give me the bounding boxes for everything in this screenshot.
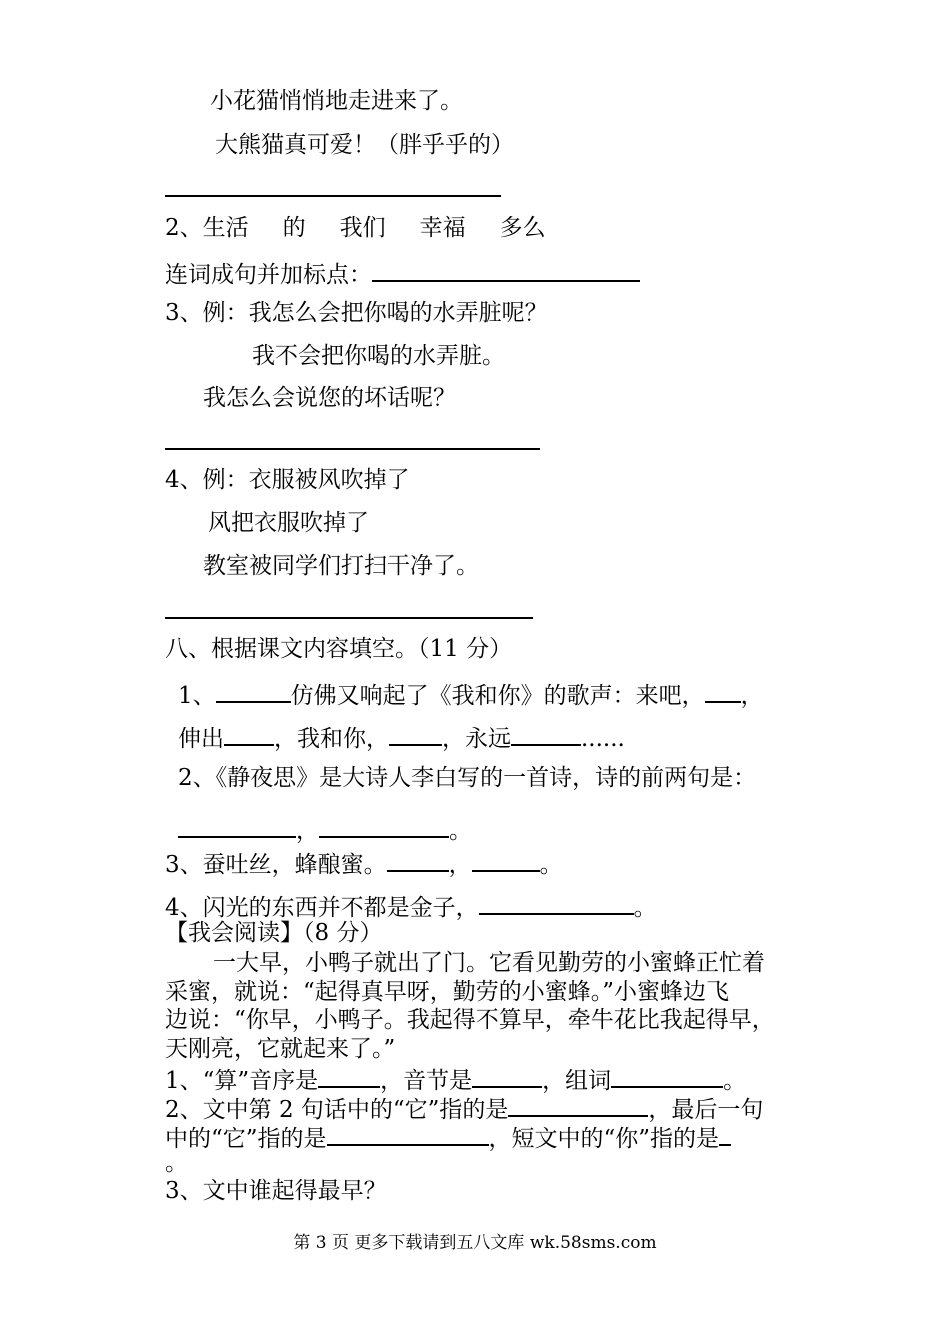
reading-title: 【我会阅读】（8 分）	[165, 920, 383, 946]
fill-text: 仿佛又响起了《我和你》的歌声：来吧，	[290, 683, 705, 709]
passage-line: 边说：“你早，小鸭子。我起得不算早，牵牛花比我起得早，	[165, 1007, 775, 1033]
question-text: 中的“它”指的是	[165, 1126, 327, 1152]
answer-line	[165, 617, 533, 619]
passage-line: 一大早，小鸭子就出了门。它看见勤劳的小蜜蜂正忙着	[213, 950, 765, 976]
word: 2、生活	[165, 215, 249, 241]
passage-line: 天刚亮，它就起来了。”	[165, 1036, 396, 1062]
reading-question-2-end: 。	[165, 1150, 188, 1176]
fill-text: 1、	[178, 683, 216, 709]
answer-blank	[719, 1120, 731, 1146]
question-3-sentence: 我怎么会说您的坏话呢？	[203, 385, 456, 411]
answer-line	[165, 448, 540, 450]
answer-blank	[318, 1062, 380, 1088]
question-text: ，组词	[542, 1068, 612, 1094]
fill-text: 伸出	[178, 726, 224, 752]
question-text: ，音节是	[380, 1068, 473, 1094]
answer-line	[165, 195, 501, 197]
fill-text: 。	[633, 895, 657, 921]
answer-blank	[705, 677, 741, 703]
answer-blank	[387, 846, 449, 872]
page-footer: 第 3 页 更多下载请到五八文库 wk.58sms.com	[293, 1233, 657, 1253]
answer-blank	[611, 1062, 723, 1088]
question-text: ，最后一句	[648, 1097, 764, 1123]
fill-3	[165, 846, 563, 880]
answer-blank	[508, 1091, 648, 1117]
fill-text: ，永远	[442, 726, 511, 752]
question-4-example-answer: 风把衣服吹掉了	[208, 510, 369, 536]
fill-2: 2、《静夜思》是大诗人李白写的一首诗，诗的前两句是：	[178, 765, 757, 791]
answer-blank	[319, 812, 449, 838]
section-8-title: 八、根据课文内容填空。（11 分）	[165, 636, 513, 662]
fill-2-answers	[178, 812, 472, 846]
word: 的	[282, 215, 306, 241]
question-3-example-answer: 我不会把你喝的水弄脏。	[252, 343, 505, 369]
answer-blank	[372, 256, 640, 282]
question-4-sentence: 教室被同学们打扫干净了。	[203, 553, 479, 579]
answer-blank	[472, 846, 540, 872]
answer-blank	[472, 1062, 542, 1088]
fill-text: ，	[448, 852, 472, 878]
fill-text: 4、闪光的东西并不都是金子，	[165, 895, 479, 921]
answer-blank	[327, 1120, 489, 1146]
answer-blank	[178, 812, 296, 838]
question-2-prompt	[165, 256, 640, 290]
fill-text: 3、蚕吐丝，蜂酿蜜。	[165, 852, 387, 878]
answer-blank	[389, 720, 442, 746]
reading-question-3: 3、文中谁起得最早？	[165, 1178, 387, 1204]
word: 幸福	[419, 215, 466, 241]
prompt-text: 连词成句并加标点：	[165, 262, 372, 288]
passage-line: 采蜜，就说：“起得真早呀，勤劳的小蜜蜂。”小蜜蜂边飞	[165, 979, 730, 1005]
word: 我们	[339, 215, 386, 241]
fill-text: ，	[296, 818, 319, 844]
question-text: 1、“算”音序是	[165, 1068, 319, 1094]
fill-text: ......	[581, 726, 625, 752]
reading-question-2-cont	[165, 1120, 731, 1154]
fill-1-line-2	[178, 720, 625, 754]
answer-blank	[224, 720, 274, 746]
sentence-line: 大熊猫真可爱！（胖乎乎的）	[215, 132, 514, 158]
question-text: 。	[723, 1068, 747, 1094]
question-text: ，短文中的“你”指的是	[488, 1126, 720, 1152]
fill-text: 。	[539, 852, 563, 878]
fill-text: 。	[449, 818, 472, 844]
fill-text: ，我和你，	[274, 726, 389, 752]
question-4-example: 4、例：衣服被风吹掉了	[165, 467, 410, 493]
answer-blank	[216, 677, 291, 703]
answer-blank	[511, 720, 581, 746]
word: 多么	[499, 215, 546, 241]
question-text: 2、文中第 2 句话中的“它”指的是	[165, 1097, 509, 1123]
sentence-line: 小花猫悄悄地走进来了。	[210, 88, 463, 114]
question-2	[165, 213, 546, 243]
question-3-example: 3、例：我怎么会把你喝的水弄脏呢？	[165, 300, 548, 326]
fill-1-line-1	[178, 677, 764, 711]
answer-blank	[479, 889, 634, 915]
fill-text: ，	[740, 683, 764, 709]
